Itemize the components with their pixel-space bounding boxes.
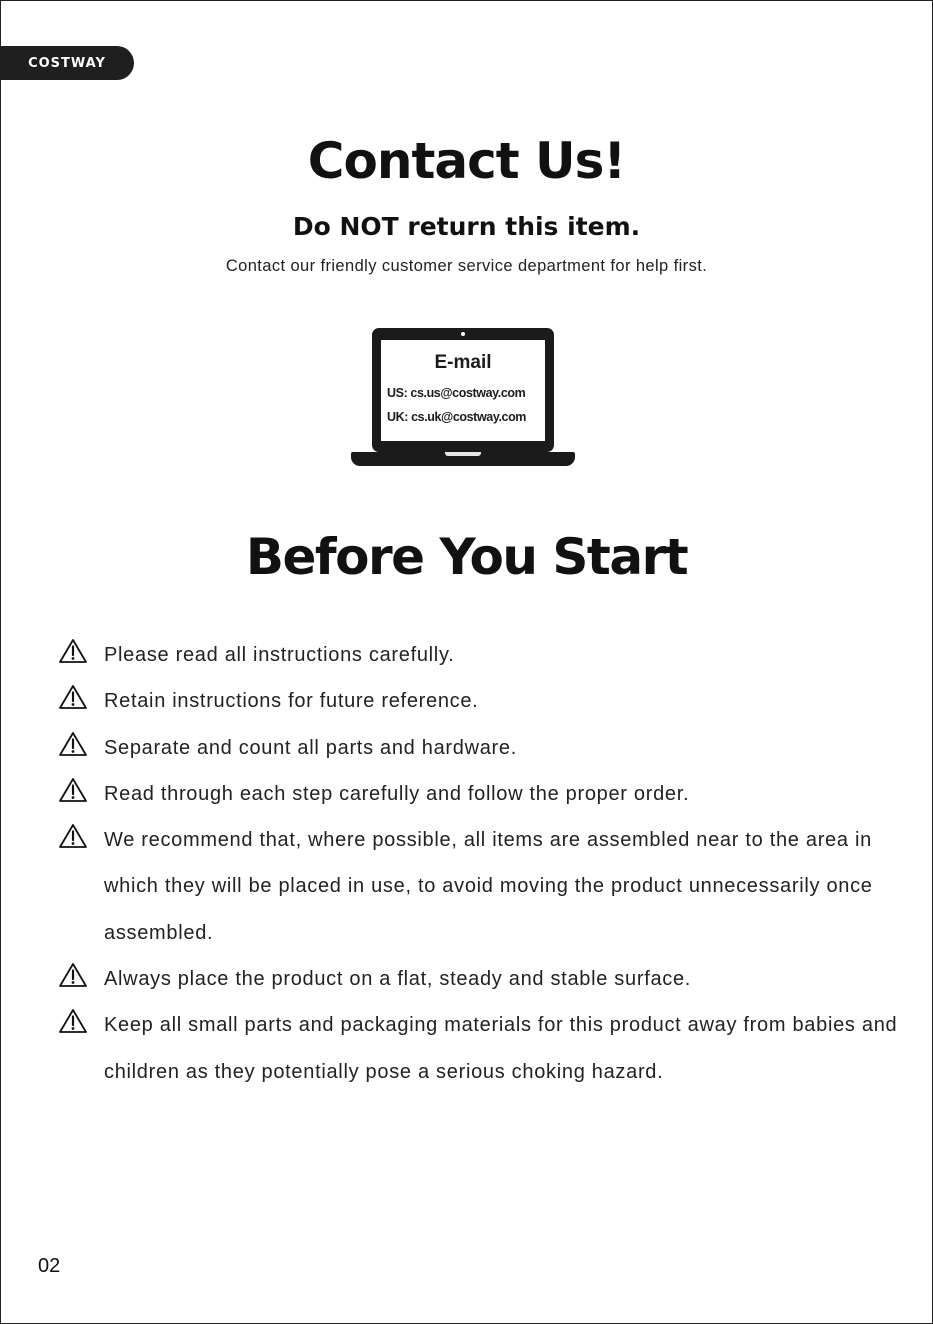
instruction-item <box>0 956 933 1002</box>
instruction-text: Keep all small parts and packaging materials for this product away from babies and children as they potentially pose a serious choking hazard. <box>104 1014 898 1083</box>
laptop-base <box>351 452 575 466</box>
instruction-item <box>0 725 933 771</box>
email-card <box>381 340 545 441</box>
warning-triangle-icon <box>58 731 88 757</box>
webcam-dot <box>461 332 465 336</box>
instruction-text: Please read all instructions carefully. <box>104 644 455 666</box>
instruction-item <box>0 678 933 724</box>
instruction-list <box>0 632 933 1095</box>
before-you-start-title: Before You Start <box>245 528 688 586</box>
return-warning: Do NOT return this item. <box>292 212 641 241</box>
instruction-item <box>0 771 933 817</box>
instruction-text: We recommend that, where possible, all items are assembled near to the area in which they will be placed in use, to avoid moving the product unnecessarily once assembled. <box>104 829 873 944</box>
instruction-item <box>0 632 933 678</box>
warning-triangle-icon <box>58 823 88 849</box>
email-heading: E-mail <box>434 352 492 373</box>
instruction-text: Retain instructions for future reference. <box>104 690 479 713</box>
warning-triangle-icon <box>58 962 88 988</box>
laptop-screen <box>372 328 554 452</box>
page-number: 02 <box>38 1255 61 1277</box>
warning-triangle-icon <box>58 684 88 710</box>
contact-lead-text: Contact our friendly customer service department for help first. <box>225 257 708 275</box>
laptop-notch <box>445 452 481 456</box>
warning-triangle-icon <box>58 777 88 803</box>
brand-logo-text: COSTWAY <box>28 55 106 71</box>
email-us: US: cs.us@costway.com <box>387 386 526 400</box>
email-uk: UK: cs.uk@costway.com <box>387 410 527 424</box>
contact-title: Contact Us! <box>307 132 626 190</box>
instruction-text: Separate and count all parts and hardware. <box>104 736 517 759</box>
laptop-icon <box>350 326 576 468</box>
brand-tab <box>0 46 134 80</box>
warning-triangle-icon <box>58 1008 88 1034</box>
instruction-item <box>0 1002 933 1095</box>
instruction-item <box>0 817 933 956</box>
instruction-text: Always place the product on a flat, steady and stable surface. <box>104 968 692 991</box>
warning-triangle-icon <box>58 638 88 664</box>
instruction-text: Read through each step carefully and follow the proper order. <box>104 782 690 805</box>
